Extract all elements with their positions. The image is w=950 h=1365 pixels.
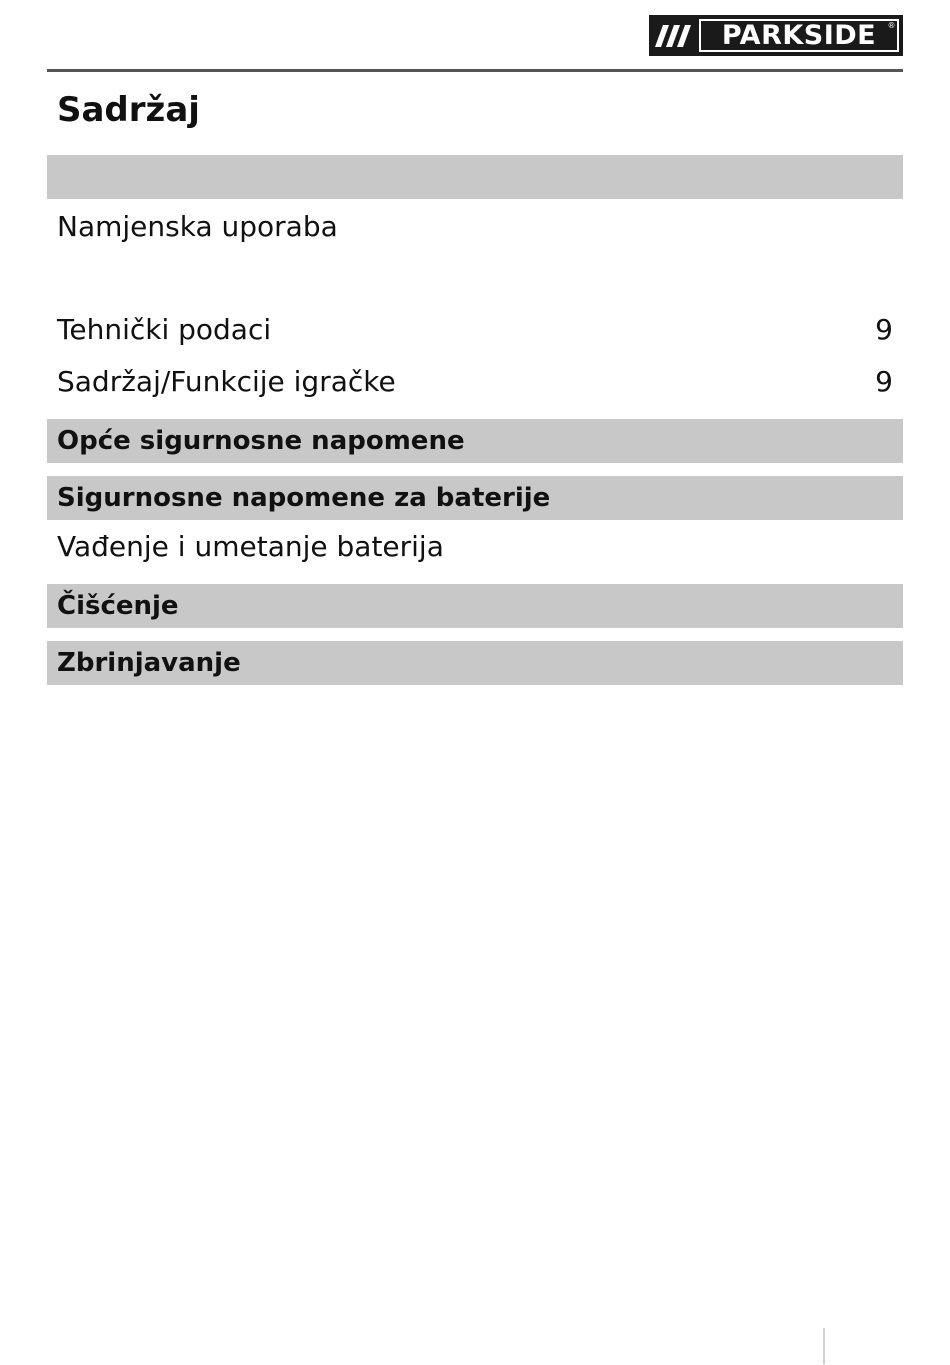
brand-name: PARKSIDE	[721, 20, 877, 51]
toc-entry-page: 9	[875, 313, 893, 346]
toc-section-general-safety[interactable]	[47, 419, 903, 463]
toc-section-cleaning[interactable]	[47, 584, 903, 628]
page-title: Sadržaj	[57, 90, 200, 130]
header-divider	[47, 69, 903, 72]
registered-mark: ®	[887, 21, 896, 30]
toc-section-label: Zbrinjavanje	[57, 648, 241, 678]
toc-section-empty	[47, 155, 903, 199]
toc-section-label: Čišćenje	[57, 591, 179, 621]
page-edge-marker	[823, 1328, 825, 1364]
toc-entry-label: Namjenska uporaba	[57, 210, 338, 243]
parkside-logo	[649, 15, 903, 56]
toc-section-disposal[interactable]	[47, 641, 903, 685]
toc-entry-battery-removal[interactable]	[57, 530, 893, 563]
toc-entry-label: Vađenje i umetanje baterija	[57, 530, 444, 563]
toc-entry-intended-use[interactable]	[57, 210, 893, 243]
toc-entry-technical-data[interactable]	[57, 313, 893, 346]
toc-entry-toy-functions[interactable]	[57, 365, 893, 398]
toc-section-label: Opće sigurnosne napomene	[57, 426, 465, 456]
logo-wordmark	[699, 19, 899, 52]
toc-section-battery-safety[interactable]	[47, 476, 903, 520]
toc-section-label: Sigurnosne napomene za baterije	[57, 483, 551, 513]
toc-entry-label: Sadržaj/Funkcije igračke	[57, 365, 396, 398]
logo-slashes-icon	[649, 15, 697, 56]
toc-entry-page: 9	[875, 365, 893, 398]
toc-entry-label: Tehnički podaci	[57, 313, 272, 346]
